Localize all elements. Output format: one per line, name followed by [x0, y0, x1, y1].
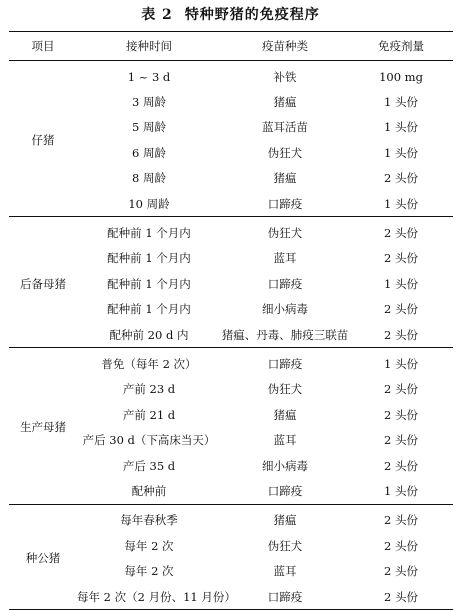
vaccination-time-cell: 产前 21 d [122, 407, 176, 422]
vaccine-type-cell: 蓝耳活苗 [262, 120, 308, 135]
vaccination-time-cell: 配种前 [131, 483, 167, 498]
table-row [9, 217, 453, 246]
dose-cell: 2 头份 [384, 171, 418, 186]
vaccine-type-cell: 口蹄疫 [267, 276, 303, 291]
table-row [9, 348, 453, 377]
vaccination-time-cell: 10 周龄 [128, 196, 170, 211]
vaccination-time-cell: 配种前 1 个月内 [107, 276, 191, 291]
vaccination-time-cell: 普免（每年 2 次） [101, 356, 197, 371]
dose-cell: 2 头份 [384, 226, 418, 241]
vaccination-time-cell: 每年 2 次 [124, 564, 174, 579]
vaccine-type-cell: 蓝耳 [273, 564, 297, 579]
table-group [9, 217, 453, 348]
dose-cell: 2 头份 [384, 589, 418, 604]
table-row [9, 504, 453, 533]
vaccine-type-cell: 伪狂犬 [267, 145, 303, 160]
dose-cell: 2 头份 [384, 407, 418, 422]
header-dose: 免疫剂量 [378, 39, 424, 53]
vaccination-time-cell: 配种前 20 d 内 [109, 327, 189, 342]
vaccination-time-cell: 1 ~ 3 d [127, 69, 171, 84]
vaccination-time-cell: 5 周龄 [132, 120, 166, 135]
header-vaccine-type: 疫苗种类 [262, 39, 308, 53]
table-row [9, 61, 453, 90]
dose-cell: 1 头份 [384, 145, 418, 160]
vaccination-time-cell: 6 周龄 [132, 145, 166, 160]
header-vaccination-time: 接种时间 [126, 39, 172, 53]
dose-cell: 1 头份 [384, 95, 418, 110]
vaccine-type-cell: 细小病毒 [262, 458, 308, 473]
item-cell: 种公猪 [25, 551, 61, 566]
table-group [9, 504, 453, 610]
immunization-table [9, 31, 453, 610]
dose-cell: 2 头份 [384, 433, 418, 448]
vaccine-type-cell: 猪瘟 [273, 171, 297, 186]
dose-cell: 2 头份 [384, 382, 418, 397]
vaccination-time-cell: 每年 2 次 [124, 538, 174, 553]
vaccine-type-cell: 伪狂犬 [267, 382, 303, 397]
vaccine-type-cell: 细小病毒 [262, 302, 308, 317]
vaccine-type-cell: 蓝耳 [273, 251, 297, 266]
vaccine-type-cell: 口蹄疫 [267, 196, 303, 211]
vaccine-type-cell: 口蹄疫 [267, 483, 303, 498]
table-group [9, 348, 453, 504]
vaccination-time-cell: 每年 2 次（2 月份、11 月份） [77, 589, 236, 604]
item-cell: 生产母猪 [20, 420, 66, 435]
header-row [9, 32, 453, 61]
vaccine-type-cell: 伪狂犬 [267, 226, 303, 241]
vaccination-time-cell: 配种前 1 个月内 [107, 226, 191, 241]
table-caption-label: 表 2 [141, 7, 173, 23]
dose-cell: 2 头份 [384, 251, 418, 266]
vaccine-type-cell: 蓝耳 [273, 433, 297, 448]
dose-cell: 2 头份 [384, 564, 418, 579]
vaccine-type-cell: 口蹄疫 [267, 589, 303, 604]
table-caption [0, 4, 461, 24]
dose-cell: 1 头份 [384, 356, 418, 371]
dose-cell: 1 头份 [384, 196, 418, 211]
dose-cell: 2 头份 [384, 302, 418, 317]
dose-cell: 1 头份 [384, 483, 418, 498]
table-header [9, 32, 453, 61]
vaccine-type-cell: 口蹄疫 [267, 356, 303, 371]
dose-cell: 100 mg [379, 69, 423, 84]
dose-cell: 1 头份 [384, 120, 418, 135]
vaccine-type-cell: 猪瘟 [273, 513, 297, 528]
vaccination-time-cell: 产前 23 d [122, 382, 176, 397]
item-cell: 仔猪 [31, 133, 55, 148]
dose-cell: 2 头份 [384, 458, 418, 473]
dose-cell: 2 头份 [384, 538, 418, 553]
vaccine-type-cell: 猪瘟、丹毒、肺疫三联苗 [221, 327, 349, 342]
vaccine-type-cell: 伪狂犬 [267, 538, 303, 553]
vaccination-time-cell: 8 周龄 [132, 171, 166, 186]
item-cell: 后备母猪 [20, 276, 66, 291]
vaccine-type-cell: 猪瘟 [273, 407, 297, 422]
dose-cell: 1 头份 [384, 276, 418, 291]
table-caption-title: 特种野猪的免疫程序 [184, 7, 320, 23]
vaccine-type-cell: 补铁 [273, 69, 297, 84]
header-item: 项目 [31, 39, 55, 53]
table-group [9, 61, 453, 217]
vaccination-time-cell: 产后 35 d [122, 458, 176, 473]
vaccination-time-cell: 配种前 1 个月内 [107, 251, 191, 266]
vaccination-time-cell: 配种前 1 个月内 [107, 302, 191, 317]
vaccination-time-cell: 每年春秋季 [120, 513, 178, 528]
dose-cell: 2 头份 [384, 327, 418, 342]
vaccination-time-cell: 3 周龄 [132, 95, 166, 110]
dose-cell: 2 头份 [384, 513, 418, 528]
vaccination-time-cell: 产后 30 d（下高床当天） [82, 433, 216, 448]
vaccine-type-cell: 猪瘟 [273, 95, 297, 110]
